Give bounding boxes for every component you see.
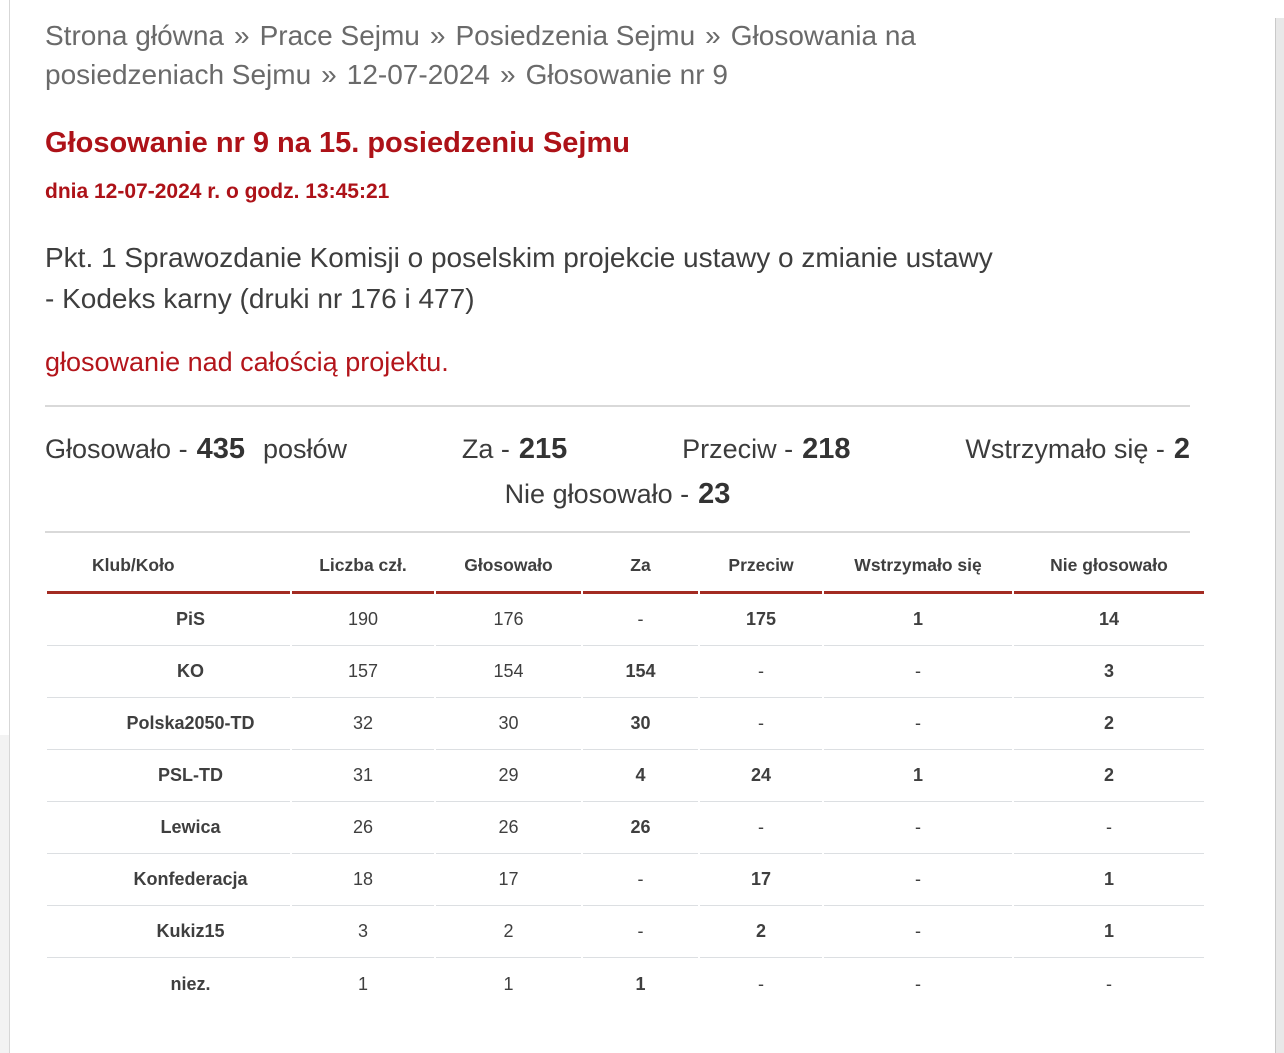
club-link[interactable]: niez.	[170, 973, 211, 994]
summary-przeciw	[682, 433, 850, 466]
breadcrumb-separator: »	[321, 59, 337, 90]
summary-za-label: Za -	[461, 434, 510, 465]
za-cell: -	[583, 906, 698, 958]
column-header-wstrzymalo: Wstrzymało się	[824, 545, 1012, 594]
wstrzymalo-cell: -	[824, 854, 1012, 906]
nie-glosowalo-cell[interactable]: 1	[1014, 854, 1204, 906]
summary-voted-suffix: posłów	[262, 434, 347, 465]
summary-wstrzymalo-label: Wstrzymało się -	[965, 434, 1165, 465]
summary-nie-glosowalo-label: Nie głosowało -	[504, 479, 690, 510]
voted-cell: 29	[436, 750, 581, 802]
summary-za	[462, 433, 567, 466]
za-cell[interactable]: 30	[583, 698, 698, 750]
wstrzymalo-cell: -	[915, 973, 921, 994]
breadcrumb-separator: »	[234, 20, 250, 51]
voted-cell: 2	[436, 906, 581, 958]
column-header-glosowalo: Głosowało	[436, 545, 581, 594]
nie-glosowalo-cell[interactable]: 3	[1014, 646, 1204, 698]
przeciw-cell: -	[700, 698, 822, 750]
table-row-kukiz15	[47, 906, 1204, 958]
breadcrumb-link-posiedzenia[interactable]: Posiedzenia Sejmu	[455, 20, 696, 51]
club-link[interactable]: PSL-TD	[47, 750, 290, 802]
breadcrumb-separator: »	[429, 20, 446, 51]
table-row-ko	[47, 646, 1204, 698]
breadcrumb-separator: »	[499, 59, 516, 90]
results-table	[45, 545, 1206, 1010]
summary-voted-value: 435	[196, 433, 245, 466]
za-cell[interactable]: 154	[583, 646, 698, 698]
club-link[interactable]: Konfederacja	[47, 854, 290, 906]
vote-datetime: dnia 12-07-2024 r. o godz. 13:45:21	[45, 180, 390, 204]
members-cell: 32	[292, 698, 434, 750]
przeciw-cell: -	[758, 973, 764, 994]
voted-cell: 154	[436, 646, 581, 698]
vote-subject: głosowanie nad całością projektu.	[45, 347, 449, 378]
za-cell[interactable]: 4	[583, 750, 698, 802]
vote-summary	[45, 407, 1190, 531]
club-link[interactable]: PiS	[47, 594, 290, 646]
za-cell[interactable]: 26	[583, 802, 698, 854]
przeciw-cell[interactable]: 175	[700, 594, 822, 646]
summary-przeciw-value: 218	[802, 433, 851, 466]
vote-title: Głosowanie nr 9 na 15. posiedzeniu Sejmu	[45, 127, 630, 159]
summary-voted	[45, 433, 347, 466]
voted-cell: 1	[503, 973, 514, 994]
members-cell: 3	[292, 906, 434, 958]
przeciw-cell: -	[700, 646, 822, 698]
table-row-konfederacja	[47, 854, 1204, 906]
voted-cell: 26	[436, 802, 581, 854]
przeciw-cell[interactable]: 2	[700, 906, 822, 958]
nie-glosowalo-cell[interactable]: 2	[1014, 698, 1204, 750]
club-link[interactable]: Kukiz15	[47, 906, 290, 958]
wstrzymalo-cell: -	[824, 906, 1012, 958]
za-cell[interactable]: 1	[635, 973, 646, 994]
wstrzymalo-cell: -	[824, 802, 1012, 854]
nie-glosowalo-cell: -	[1106, 973, 1112, 994]
table-row-lewica	[47, 802, 1204, 854]
summary-wstrzymalo-value: 2	[1173, 433, 1190, 466]
wstrzymalo-cell: -	[824, 698, 1012, 750]
agenda-item-text: Pkt. 1 Sprawozdanie Komisji o poselskim projekcie ustawy o zmianie ustawy - Kodeks karny (druki nr 176 i 477)	[45, 242, 993, 315]
za-cell: -	[583, 854, 698, 906]
club-link[interactable]: KO	[47, 646, 290, 698]
summary-nie-glosowalo-value: 23	[698, 478, 731, 511]
table-header-row	[47, 545, 1204, 594]
table-row-niezalezni	[47, 958, 1204, 1010]
breadcrumb-link-date[interactable]: 12-07-2024	[346, 59, 490, 90]
breadcrumb-link-glosowania[interactable]: Głosowania na posiedzeniach Sejmu	[45, 20, 916, 90]
members-cell: 31	[292, 750, 434, 802]
members-cell: 190	[292, 594, 434, 646]
wstrzymalo-cell[interactable]: 1	[824, 594, 1012, 646]
summary-przeciw-label: Przeciw -	[682, 434, 794, 465]
column-header-przeciw: Przeciw	[700, 545, 822, 594]
members-cell: 1	[357, 973, 368, 994]
separator-line-bottom	[45, 531, 1190, 533]
vote-summary-line1	[45, 433, 1190, 466]
summary-za-value: 215	[518, 433, 568, 466]
column-header-liczba: Liczba czł.	[292, 545, 434, 594]
za-cell: -	[583, 594, 698, 646]
table-row-polska2050	[47, 698, 1204, 750]
table-row-psl-td	[47, 750, 1204, 802]
table-row-pis	[47, 594, 1204, 646]
members-cell: 18	[292, 854, 434, 906]
column-header-za: Za	[583, 545, 698, 594]
breadcrumb-link-home[interactable]: Strona główna	[45, 20, 225, 51]
wstrzymalo-cell[interactable]: 1	[824, 750, 1012, 802]
breadcrumb	[45, 16, 1025, 94]
nie-glosowalo-cell[interactable]: 1	[1014, 906, 1204, 958]
nie-glosowalo-cell[interactable]: 2	[1014, 750, 1204, 802]
club-link[interactable]: Polska2050-TD	[47, 698, 290, 750]
przeciw-cell[interactable]: 17	[700, 854, 822, 906]
breadcrumb-separator: »	[705, 20, 721, 51]
column-header-klub: Klub/Koło	[47, 545, 290, 594]
wstrzymalo-cell: -	[824, 646, 1012, 698]
voted-cell: 17	[436, 854, 581, 906]
nie-glosowalo-cell[interactable]: 14	[1014, 594, 1204, 646]
summary-voted-label: Głosowało -	[45, 434, 188, 465]
przeciw-cell[interactable]: 24	[700, 750, 822, 802]
voted-cell: 176	[436, 594, 581, 646]
przeciw-cell: -	[700, 802, 822, 854]
voted-cell: 30	[436, 698, 581, 750]
members-cell: 26	[292, 802, 434, 854]
column-header-nie-glosowalo: Nie głosowało	[1014, 545, 1204, 594]
breadcrumb-link-prace-sejmu[interactable]: Prace Sejmu	[259, 20, 420, 51]
club-link[interactable]: Lewica	[47, 802, 290, 854]
nie-glosowalo-cell: -	[1014, 802, 1204, 854]
summary-wstrzymalo	[965, 433, 1190, 466]
vote-summary-line2	[45, 478, 1190, 511]
members-cell: 157	[292, 646, 434, 698]
breadcrumb-current-page: Głosowanie nr 9	[525, 59, 728, 90]
